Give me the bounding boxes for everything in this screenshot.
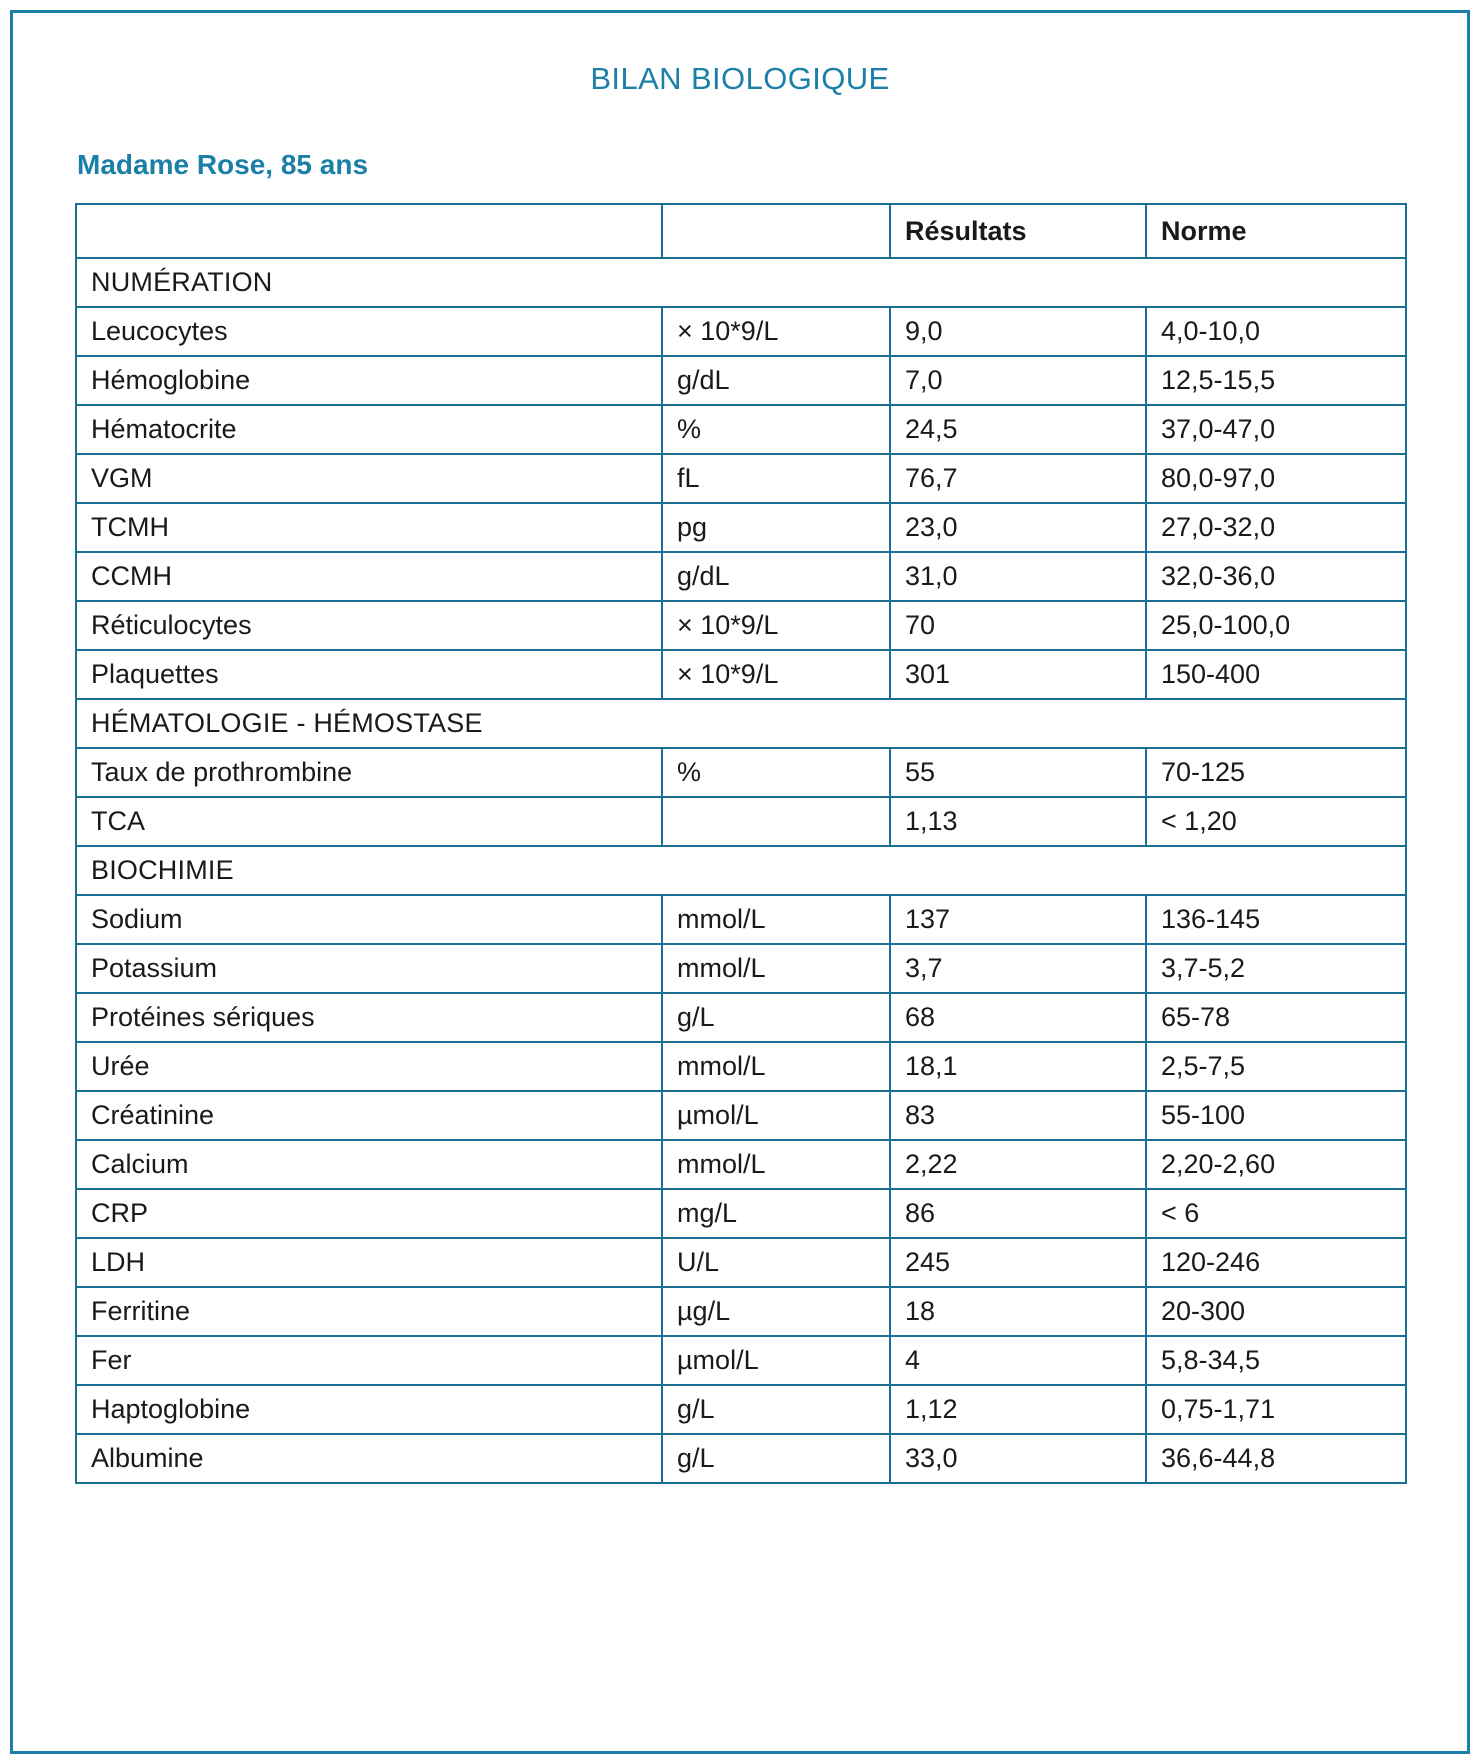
analyte-norm: 120-246 (1146, 1238, 1406, 1287)
analyte-norm: 36,6-44,8 (1146, 1434, 1406, 1483)
analyte-result: 2,22 (890, 1140, 1146, 1189)
analyte-name: TCA (76, 797, 662, 846)
table-header-row (76, 204, 1406, 258)
analyte-unit: fL (662, 454, 890, 503)
section-header-row (76, 699, 1406, 748)
analyte-norm: 5,8-34,5 (1146, 1336, 1406, 1385)
section-title: BIOCHIMIE (76, 846, 1406, 895)
table-row (76, 797, 1406, 846)
analyte-norm: 0,75-1,71 (1146, 1385, 1406, 1434)
analyte-result: 18,1 (890, 1042, 1146, 1091)
table-row (76, 993, 1406, 1042)
analyte-result: 83 (890, 1091, 1146, 1140)
analyte-result: 245 (890, 1238, 1146, 1287)
table-row (76, 895, 1406, 944)
analyte-unit: mmol/L (662, 895, 890, 944)
analyte-norm: 136-145 (1146, 895, 1406, 944)
analyte-unit: µmol/L (662, 1091, 890, 1140)
column-header-norm: Norme (1146, 204, 1406, 258)
analyte-result: 70 (890, 601, 1146, 650)
table-row (76, 1238, 1406, 1287)
analyte-unit: × 10*9/L (662, 307, 890, 356)
analyte-norm: 65-78 (1146, 993, 1406, 1042)
analyte-norm: 80,0-97,0 (1146, 454, 1406, 503)
table-row (76, 1140, 1406, 1189)
analyte-unit: µmol/L (662, 1336, 890, 1385)
table-row (76, 650, 1406, 699)
analyte-unit: g/dL (662, 552, 890, 601)
table-row (76, 454, 1406, 503)
analyte-norm: 3,7-5,2 (1146, 944, 1406, 993)
table-row (76, 503, 1406, 552)
analyte-norm: 25,0-100,0 (1146, 601, 1406, 650)
analyte-name: VGM (76, 454, 662, 503)
analyte-unit: mmol/L (662, 1042, 890, 1091)
analyte-norm: < 6 (1146, 1189, 1406, 1238)
analyte-norm: 2,5-7,5 (1146, 1042, 1406, 1091)
analyte-result: 3,7 (890, 944, 1146, 993)
table-row (76, 1287, 1406, 1336)
analyte-unit: µg/L (662, 1287, 890, 1336)
table-row (76, 307, 1406, 356)
analyte-name: Urée (76, 1042, 662, 1091)
analyte-unit: × 10*9/L (662, 601, 890, 650)
table-row (76, 1385, 1406, 1434)
analyte-result: 1,13 (890, 797, 1146, 846)
analyte-name: Plaquettes (76, 650, 662, 699)
analyte-unit: g/L (662, 993, 890, 1042)
table-row (76, 1042, 1406, 1091)
analyte-name: Hématocrite (76, 405, 662, 454)
section-header-row (76, 258, 1406, 307)
analyte-name: Potassium (76, 944, 662, 993)
analyte-unit: g/dL (662, 356, 890, 405)
analyte-norm: 4,0-10,0 (1146, 307, 1406, 356)
analyte-name: Fer (76, 1336, 662, 1385)
analyte-name: Sodium (76, 895, 662, 944)
table-header (76, 204, 1406, 258)
analyte-norm: 2,20-2,60 (1146, 1140, 1406, 1189)
analyte-result: 9,0 (890, 307, 1146, 356)
analyte-name: Réticulocytes (76, 601, 662, 650)
analyte-norm: 20-300 (1146, 1287, 1406, 1336)
analyte-unit: pg (662, 503, 890, 552)
table-row (76, 1434, 1406, 1483)
table-row (76, 552, 1406, 601)
analyte-unit: U/L (662, 1238, 890, 1287)
document-frame (10, 10, 1470, 1754)
analyte-result: 137 (890, 895, 1146, 944)
table-row (76, 601, 1406, 650)
section-header-row (76, 846, 1406, 895)
analyte-result: 55 (890, 748, 1146, 797)
table-row (76, 1091, 1406, 1140)
analyte-result: 23,0 (890, 503, 1146, 552)
analyte-result: 1,12 (890, 1385, 1146, 1434)
analyte-name: Leucocytes (76, 307, 662, 356)
column-header-analyte (76, 204, 662, 258)
analyte-result: 31,0 (890, 552, 1146, 601)
table-body (76, 258, 1406, 1483)
analyte-name: Calcium (76, 1140, 662, 1189)
table-row (76, 1336, 1406, 1385)
analyte-result: 33,0 (890, 1434, 1146, 1483)
analyte-norm: 55-100 (1146, 1091, 1406, 1140)
analyte-name: CCMH (76, 552, 662, 601)
analyte-norm: 12,5-15,5 (1146, 356, 1406, 405)
analyte-norm: 32,0-36,0 (1146, 552, 1406, 601)
analyte-norm: 27,0-32,0 (1146, 503, 1406, 552)
analyte-unit: g/L (662, 1385, 890, 1434)
analyte-name: Ferritine (76, 1287, 662, 1336)
analyte-result: 68 (890, 993, 1146, 1042)
analyte-unit: mg/L (662, 1189, 890, 1238)
analyte-norm: 150-400 (1146, 650, 1406, 699)
analyte-unit: mmol/L (662, 944, 890, 993)
analyte-name: Créatinine (76, 1091, 662, 1140)
analyte-unit: × 10*9/L (662, 650, 890, 699)
column-header-result: Résultats (890, 204, 1146, 258)
section-title: NUMÉRATION (76, 258, 1406, 307)
analyte-norm: < 1,20 (1146, 797, 1406, 846)
analyte-unit (662, 797, 890, 846)
analyte-unit: g/L (662, 1434, 890, 1483)
table-row (76, 944, 1406, 993)
patient-name: Madame Rose, 85 ans (77, 149, 369, 180)
analyte-result: 86 (890, 1189, 1146, 1238)
table-row (76, 405, 1406, 454)
section-title: HÉMATOLOGIE - HÉMOSTASE (76, 699, 1406, 748)
analyte-result: 4 (890, 1336, 1146, 1385)
analyte-unit: % (662, 748, 890, 797)
page-title: BILAN BIOLOGIQUE (590, 61, 890, 96)
analyte-name: Protéines sériques (76, 993, 662, 1042)
table-row (76, 1189, 1406, 1238)
table-row (76, 748, 1406, 797)
analyte-name: LDH (76, 1238, 662, 1287)
analyte-norm: 37,0-47,0 (1146, 405, 1406, 454)
analyte-result: 76,7 (890, 454, 1146, 503)
analyte-norm: 70-125 (1146, 748, 1406, 797)
analyte-name: TCMH (76, 503, 662, 552)
analyte-name: CRP (76, 1189, 662, 1238)
analyte-name: Albumine (76, 1434, 662, 1483)
column-header-unit (662, 204, 890, 258)
analyte-unit: % (662, 405, 890, 454)
analyte-result: 24,5 (890, 405, 1146, 454)
lab-results-table (75, 203, 1407, 1484)
analyte-name: Taux de prothrombine (76, 748, 662, 797)
analyte-name: Hémoglobine (76, 356, 662, 405)
analyte-result: 18 (890, 1287, 1146, 1336)
table-row (76, 356, 1406, 405)
analyte-name: Haptoglobine (76, 1385, 662, 1434)
analyte-unit: mmol/L (662, 1140, 890, 1189)
analyte-result: 7,0 (890, 356, 1146, 405)
analyte-result: 301 (890, 650, 1146, 699)
